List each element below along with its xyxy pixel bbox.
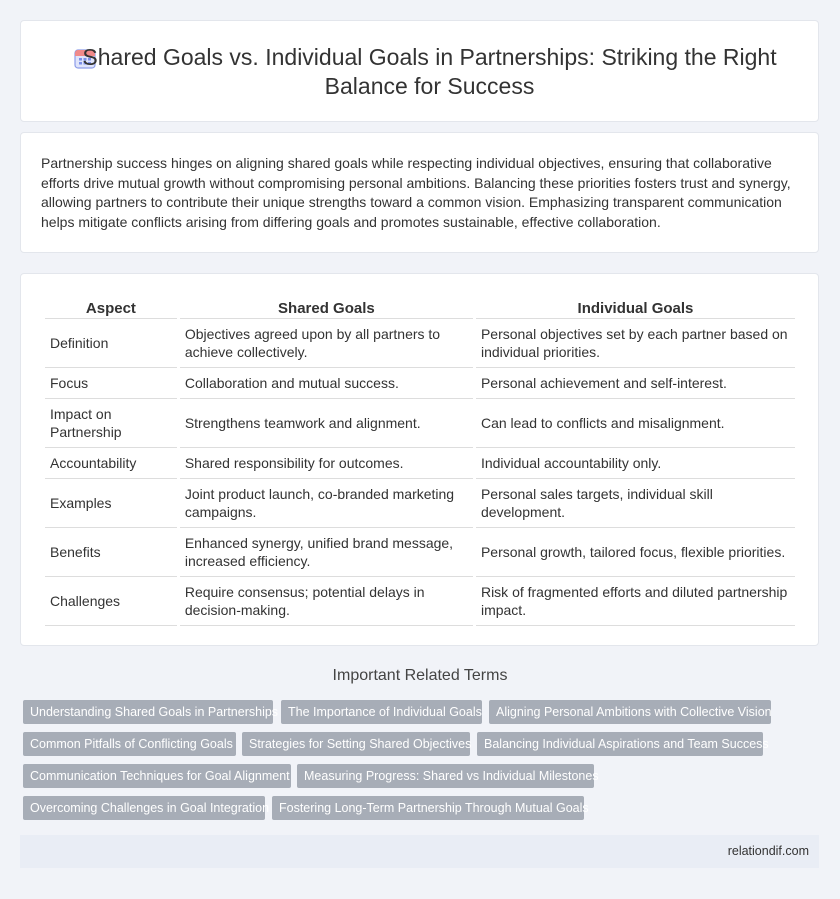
header-aspect: Aspect [45,297,177,319]
table-cell: Personal achievement and self-interest. [476,368,795,399]
table-cell: Shared responsibility for outcomes. [180,448,473,479]
comparison-table [42,297,798,626]
comparison-card [20,273,819,646]
table-cell: Accountability [45,448,177,479]
table-cell: Collaboration and mutual success. [180,368,473,399]
table-row [45,448,795,479]
related-tag[interactable]: Communication Techniques for Goal Alignment [23,764,291,788]
table-header-row [45,297,795,319]
page-title: Shared Goals vs. Individual Goals in Partnerships: Striking the Right Balance for Success [82,44,777,99]
header-shared-goals: Shared Goals [180,297,473,319]
related-tag[interactable]: Overcoming Challenges in Goal Integration [23,796,265,820]
footer-site-link[interactable]: relationdif.com [727,844,809,858]
related-tag[interactable]: Measuring Progress: Shared vs Individual Milestones [297,764,594,788]
table-cell: Personal objectives set by each partner based on individual priorities. [476,319,795,368]
intro-paragraph: Partnership success hinges on aligning shared goals while respecting individual objectives, ensuring that collaborative efforts drive mutual growth without compromising personal ambitions. Balancing these priorities fosters trust and synergy, allowing partners to contribute their unique strengths toward a common vision. Emphasizing transparent communication helps mitigate conflicts arising from differing goals and promotes sustainable, effective collaboration. [41,155,791,230]
table-cell: Personal sales targets, individual skill development. [476,479,795,528]
table-cell: Benefits [45,528,177,577]
table-row [45,479,795,528]
table-cell: Require consensus; potential delays in decision-making. [180,577,473,626]
table-cell: Risk of fragmented efforts and diluted partnership impact. [476,577,795,626]
table-cell: Can lead to conflicts and misalignment. [476,399,795,448]
table-cell: Joint product launch, co-branded marketing campaigns. [180,479,473,528]
title-card [20,20,819,122]
related-tag[interactable]: Fostering Long-Term Partnership Through Mutual Goals [272,796,584,820]
intro-card [20,132,819,253]
related-tag[interactable]: Strategies for Setting Shared Objectives [242,732,470,756]
table-cell: Definition [45,319,177,368]
related-tag[interactable]: Aligning Personal Ambitions with Collective Vision [489,700,771,724]
related-terms-title: Important Related Terms [332,667,508,684]
related-tag[interactable]: Understanding Shared Goals in Partnerships [23,700,273,724]
footer [20,835,819,868]
table-cell: Objectives agreed upon by all partners to achieve collectively. [180,319,473,368]
related-tag[interactable]: The Importance of Individual Goals [281,700,482,724]
table-row [45,528,795,577]
related-tag[interactable]: Balancing Individual Aspirations and Team Success [477,732,763,756]
table-cell: Personal growth, tailored focus, flexible priorities. [476,528,795,577]
related-tag[interactable]: Common Pitfalls of Conflicting Goals [23,732,236,756]
table-cell: Impact on Partnership [45,399,177,448]
table-cell: Strengthens teamwork and alignment. [180,399,473,448]
table-row [45,368,795,399]
table-cell: Focus [45,368,177,399]
table-cell: Examples [45,479,177,528]
table-row [45,577,795,626]
table-cell: Enhanced synergy, unified brand message, increased efficiency. [180,528,473,577]
table-cell: Individual accountability only. [476,448,795,479]
header-individual-goals: Individual Goals [476,297,795,319]
table-row [45,319,795,368]
table-row [45,399,795,448]
table-cell: Challenges [45,577,177,626]
